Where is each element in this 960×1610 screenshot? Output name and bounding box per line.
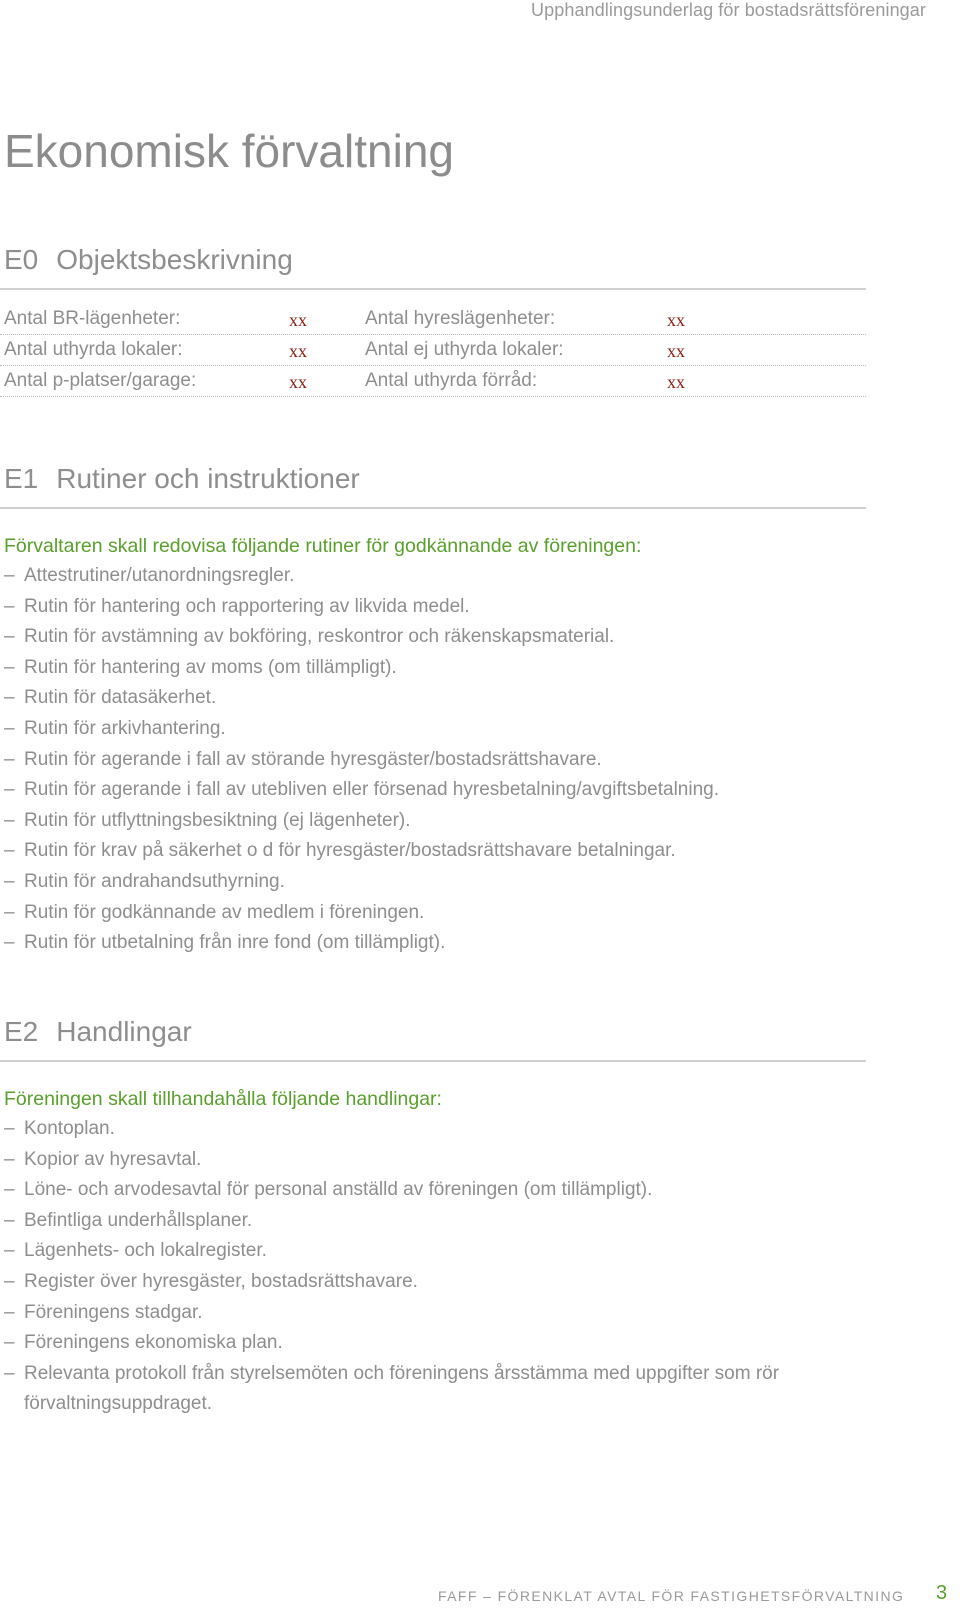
field-value: xx: [289, 310, 307, 330]
field-label: Antal p-platser/garage:: [4, 370, 197, 391]
list-item: – Rutin för hantering av moms (om tillämpligt).: [4, 653, 866, 684]
section-heading: [4, 465, 866, 493]
list-item: – Kontoplan.: [4, 1114, 820, 1145]
section-title: Rutiner och instruktioner: [56, 463, 360, 494]
field-label: Antal BR-lägenheter:: [4, 308, 181, 329]
field-label: Antal hyreslägenheter:: [365, 308, 556, 329]
list-item: – Attestrutiner/utanordningsregler.: [4, 561, 866, 592]
section-heading: [4, 246, 866, 274]
section-title: Handlingar: [56, 1016, 192, 1047]
field-label: Antal uthyrda förråd:: [365, 370, 538, 391]
list-item: – Kopior av hyresavtal.: [4, 1145, 820, 1176]
routine-list: [0, 561, 866, 959]
list-item: – Relevanta protokoll från styrelsemöten och föreningens årsstämma med uppgifter som rör förvaltningsuppdraget.: [4, 1359, 820, 1420]
section-divider: [0, 507, 866, 509]
field-value: xx: [667, 310, 685, 330]
list-item: – Register över hyresgäster, bostadsrättshavare.: [4, 1267, 820, 1298]
field-value: xx: [667, 372, 685, 392]
list-item: – Befintliga underhållsplaner.: [4, 1206, 820, 1237]
list-item: – Rutin för agerande i fall av störande hyresgäster/bostadsrättshavare.: [4, 745, 866, 776]
field-value: xx: [289, 372, 307, 392]
section-divider: [0, 1060, 866, 1062]
list-item: – Rutin för avstämning av bokföring, reskontror och räkenskapsmaterial.: [4, 622, 866, 653]
field-value: xx: [667, 341, 685, 361]
field-label: Antal uthyrda lokaler:: [4, 339, 183, 360]
list-item: – Rutin för utflyttningsbesiktning (ej lägenheter).: [4, 806, 866, 837]
document-list: [0, 1114, 820, 1420]
list-item: – Föreningens ekonomiska plan.: [4, 1328, 820, 1359]
list-item: – Rutin för datasäkerhet.: [4, 683, 866, 714]
section-intro: Förvaltaren skall redovisa följande rutiner för godkännande av föreningen:: [4, 535, 642, 557]
page-title: Ekonomisk förvaltning: [4, 125, 454, 177]
running-header: Upphandlingsunderlag för bostadsrättsföreningar: [531, 0, 926, 20]
section-code: E2: [4, 1016, 39, 1047]
section-divider: [0, 288, 866, 290]
list-item: – Rutin för krav på säkerhet o d för hyresgäster/bostadsrättshavare betalningar.: [4, 836, 866, 867]
section-code: E1: [4, 463, 39, 494]
table-row: [0, 304, 866, 335]
list-item: – Lägenhets- och lokalregister.: [4, 1236, 820, 1267]
list-item: – Föreningens stadgar.: [4, 1298, 820, 1329]
list-item: – Rutin för godkännande av medlem i föreningen.: [4, 898, 866, 929]
section-heading: [4, 1018, 866, 1046]
list-item: – Rutin för andrahandsuthyrning.: [4, 867, 866, 898]
section-code: E0: [4, 244, 39, 275]
table-row: [0, 366, 866, 397]
section-e0: [0, 246, 866, 397]
section-e2: [0, 1018, 866, 1420]
object-table: [0, 304, 866, 397]
list-item: – Rutin för agerande i fall av utebliven eller försenad hyresbetalning/avgiftsbetalning.: [4, 775, 866, 806]
table-row: [0, 335, 866, 366]
list-item: – Rutin för hantering och rapportering av likvida medel.: [4, 592, 866, 623]
page-number: 3: [936, 1582, 948, 1604]
list-item: – Rutin för arkivhantering.: [4, 714, 866, 745]
list-item: – Rutin för utbetalning från inre fond (om tillämpligt).: [4, 928, 866, 959]
footer-text: FAFF – FÖRENKLAT AVTAL FÖR FASTIGHETSFÖRVALTNING: [438, 1588, 905, 1604]
section-e1: [0, 465, 866, 959]
list-item: – Löne- och arvodesavtal för personal anställd av föreningen (om tillämpligt).: [4, 1175, 820, 1206]
field-label: Antal ej uthyrda lokaler:: [365, 339, 564, 360]
field-value: xx: [289, 341, 307, 361]
section-intro: Föreningen skall tillhandahålla följande handlingar:: [4, 1088, 442, 1110]
section-title: Objektsbeskrivning: [56, 244, 293, 275]
